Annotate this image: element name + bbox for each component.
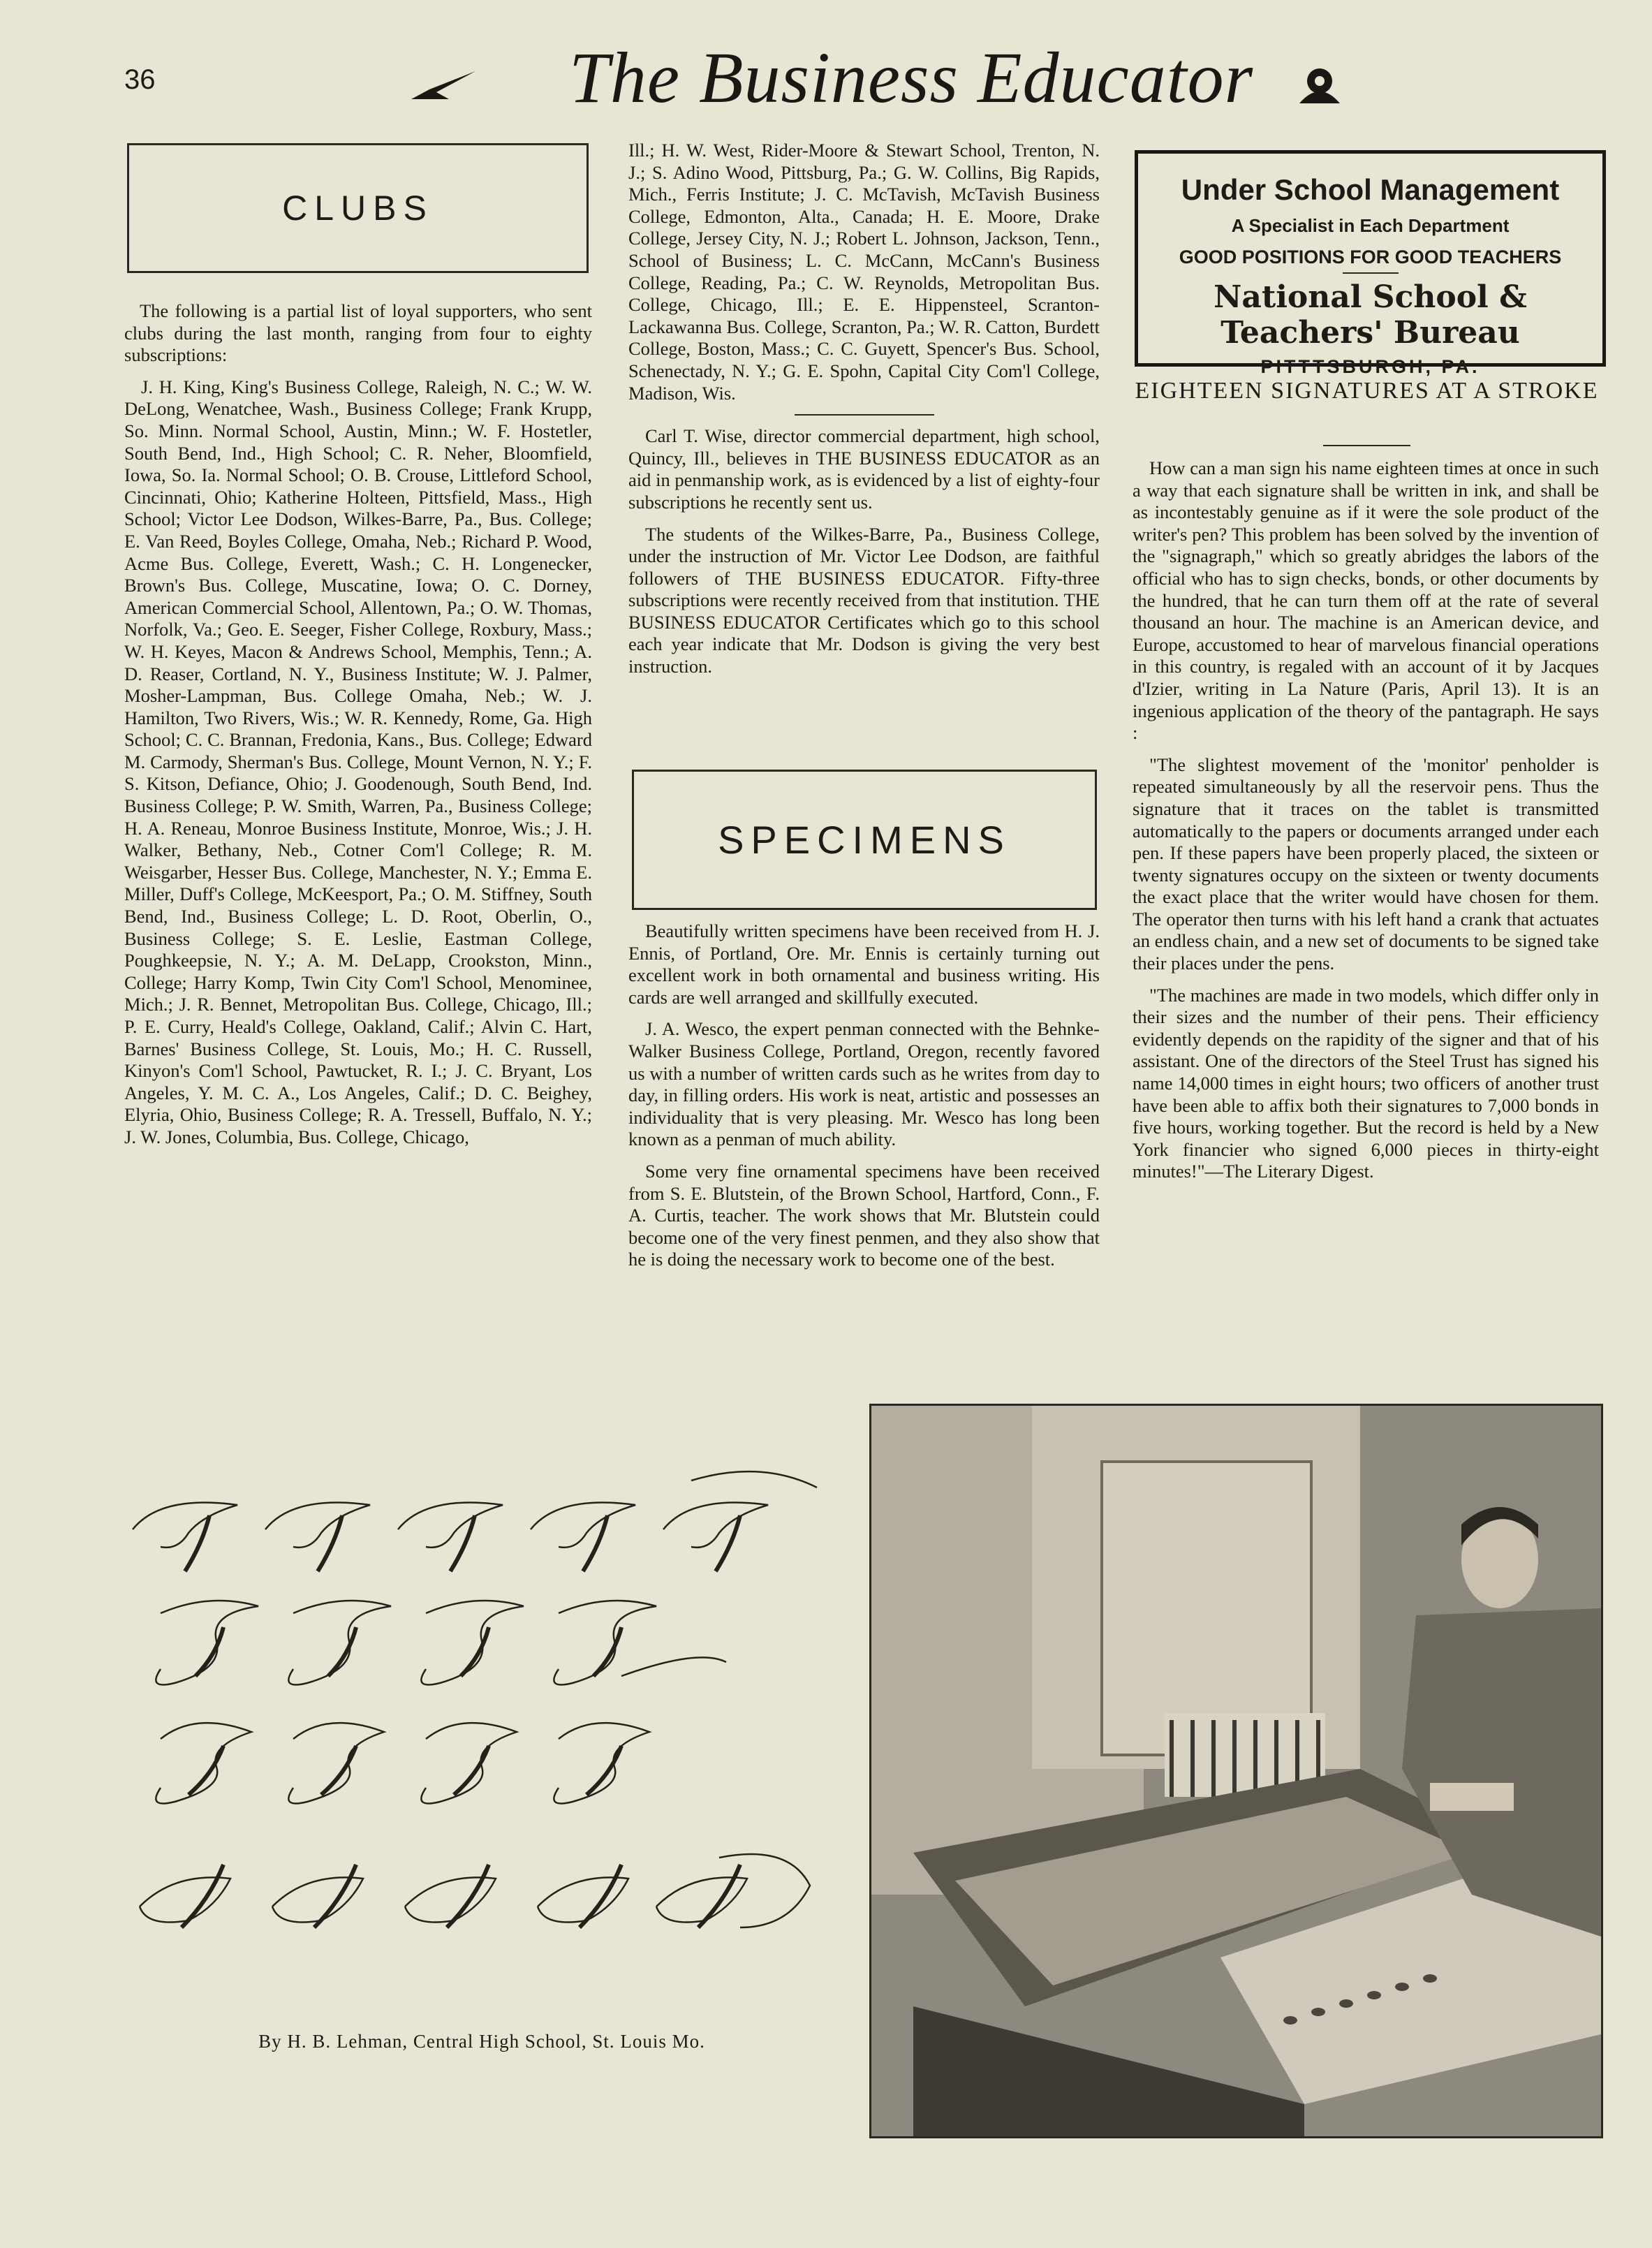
emblem-icon: [1295, 64, 1344, 108]
ornamental-capital-s: [421, 1723, 517, 1803]
signagraph-photo-illustration: [871, 1406, 1601, 2136]
specimens-heading: SPECIMENS: [718, 818, 1011, 862]
ornamental-capital-f: [265, 1503, 370, 1571]
ornamental-capital-d: [140, 1865, 230, 1927]
ornamental-capital-d: [405, 1865, 496, 1927]
ornamental-capital-j: [156, 1601, 258, 1685]
ad-divider: [1343, 272, 1399, 274]
ad-title: Under School Management: [1181, 173, 1560, 206]
ornamental-capital-d: [656, 1854, 810, 1927]
clubs-heading: CLUBS: [282, 189, 434, 228]
article-divider: [1323, 445, 1410, 446]
clubs-heading-box: [127, 143, 589, 273]
ennis-paragraph: Beautifully written specimens have been received from H. J. Ennis, of Portland, Ore. Mr. Ennis is certainly turning out excellent work in both ornamental and business writing. His cards are well arranged and skillfully executed.: [628, 920, 1100, 1008]
quill-ornament-icon: [408, 68, 478, 102]
middle-column-bottom: [628, 920, 1100, 1281]
article-paragraph: "The slightest movement of the 'monitor' penholder is repeated simultaneously by all the reservoir pens. Thus the signature that it traces on the tablet is transmitted automatically to the papers or documents arranged under each pen. If these papers have been properly placed, the sixteen or twenty signatures occupy on the sixteen or twenty documents the exact place that the writer would have chosen for them. The operator then turns with his left hand a crank that actuates an endless chain, and a new set of documents to be signed take their places under the pens.: [1133, 754, 1599, 974]
ornamental-capital-f: [133, 1503, 237, 1571]
article-column: [1133, 457, 1599, 1193]
specimen-caption: By H. B. Lehman, Central High School, St. Louis Mo.: [258, 2031, 705, 2052]
ad-subtitle: A Specialist in Each Department: [1231, 215, 1510, 236]
ornamental-capital-f: [398, 1503, 503, 1571]
advertisement-box: [1135, 150, 1606, 377]
ornamental-capital-f: [663, 1471, 817, 1571]
article-paragraph: How can a man sign his name eighteen times at once in such a way that each signature shall be written in ink, and shall be as incontestably genuine as if it were the sole product of the writer's pen? This problem has been solved by the invention of the "signagraph," which so greatly abridges the labors of the official who has to sign checks, bonds, or other documents by the hundred, that he can turn them off at the rate of several thousand an hour. The machine is an American device, and Europe, accustomed to hear of marvelous financial operations in this country, is regaled with an account of it by Jacques d'Izier, writing in La Nature (Paris, April 13). It is an ingenious application of the theory of the pantagraph. He says :: [1133, 457, 1599, 744]
ornamental-capital-j: [421, 1601, 524, 1685]
ornamental-capital-s: [288, 1723, 384, 1803]
divider: [795, 414, 934, 416]
wise-paragraph: Carl T. Wise, director commercial department, high school, Quincy, Ill., believes in THE BUSINESS EDUCATOR as an aid in penmanship work, as is evidenced by a list of eighty-four subscriptions he recently sent us.: [628, 425, 1100, 513]
wesco-paragraph: J. A. Wesco, the expert penman connected with the Behnke-Walker Business College, Portland, Oregon, recently favored us with a number of written cards such as he writes from day to day, in filling orders. His work is neat, artistic and possesses an individuality that is very pleasing. Mr. Wesco has long been known as a penman of much ability.: [628, 1018, 1100, 1150]
ornamental-capitals-plate: [119, 1467, 845, 1969]
ornamental-capital-s: [554, 1723, 649, 1803]
clubs-column: [124, 300, 592, 1159]
masthead-title: The Business Educator: [569, 38, 1254, 118]
clubs-list: J. H. King, King's Business College, Raleigh, N. C.; W. W. DeLong, Wenatchee, Wash., Business College; Frank Krupp, So. Minn. Normal School, Austin, Minn.; W. F. Hostetler, South Bend, Ind., High School; C. R. Neher, Bloomfield, Iowa, So. Ia. Normal School; O. B. Crouse, Littleford School, Cincinnati, Ohio; Katherine Holteen, Pittsfield, Mass., High School; Victor Lee Dodson, Wilkes-Barre, Pa., Bus. College; E. Van Reed, Boyles College, Omaha, Neb.; Richard P. Wood, Acme Bus. College, Everett, Wash.; C. H. Longenecker, Brown's Bus. College, Muscatine, Iowa; O. C. Dorney, American Commercial School, Allentown, Pa.; O. W. Thomas, Norfolk, Va.; Geo. E. Seeger, Fisher College, Roxbury, Mass.; W. H. Keyes, Macon & Andrews School, Memphis, Tenn.; A. D. Reaser, Cortland, N. Y., Business Institute; W. J. Palmer, Mosher-Lampman, Bus. College Omaha, Neb.; W. J. Hamilton, Two Rivers, Wis.; W. R. Kennedy, Rome, Ga. High School; C. C. Brannan, Fredonia, Kans., Bus. College; Edward M. Carmody, Sherman's Bus. College, Mount Vernon, N. Y.; F. S. Kitson, Defiance, Ohio; J. Goodenough, South Bend, Ind. Business College; P. W. Smith, Warren, Pa., Business College; H. A. Reneau, Monroe Business Institute, Monroe, Wis.; J. H. Walker, Bethany, Neb., Cotner Com'l College; R. M. Weisgarber, Hesser Bus. College, Manchester, N. Y.; Emma E. Miller, Duff's College, McKeesport, Pa.; O. M. Stiffney, South Bend, Ind., Business College; L. D. Root, Oberlin, O., Business College; S. E. Leslie, Eastman College, Poughkeepsie, N. Y.; A. M. DeLapp, Crookston, Minn., College; Harry Komp, Twin City Com'l School, Menominee, Mich.; J. R. Bennet, Metropolitan Bus. College, Chicago, Ill.; P. E. Curry, Heald's College, Oakland, Calif.; Alvin C. Hart, Barnes' Business College, St. Louis, Mo.; H. C. Russell, Kinyon's Com'l School, Pawtucket, R. I.; J. C. Bryant, Los Angeles, Y. M. C. A., Los Angeles, Calif.; D. C. Beighey, Elyria, Ohio, Business College; R. A. Tressell, Buffalo, N. Y.; J. W. Jones, Columbia, Bus. College, Chicago,: [124, 376, 592, 1147]
page-number: 36: [124, 64, 156, 95]
middle-column-top: [628, 140, 1100, 688]
blutstein-paragraph: Some very fine ornamental specimens have been received from S. E. Blutstein, of the Brown School, Hartford, Conn., F. A. Curtis, teacher. The work shows that Mr. Blutstein could become one of the very finest penmen, and they also show that he is doing the necessary work to become one of the best.: [628, 1160, 1100, 1270]
signagraph-photo: [869, 1404, 1603, 2138]
ornamental-capital-d: [272, 1865, 363, 1927]
ornamental-capital-s: [156, 1723, 251, 1803]
ad-city: PITTTSBURGH, PA.: [1260, 356, 1480, 377]
ornamental-capital-f: [531, 1503, 635, 1571]
specimens-heading-box: [632, 770, 1097, 910]
ad-tagline: GOOD POSITIONS FOR GOOD TEACHERS: [1179, 247, 1562, 267]
clubs-intro: The following is a partial list of loyal supporters, who sent clubs during the last month, ranging from four to eighty subscriptions:: [124, 300, 592, 366]
article-heading: EIGHTEEN SIGNATURES AT A STROKE: [1135, 378, 1599, 404]
ad-bureau-name: National School & Teachers' Bureau: [1214, 279, 1527, 351]
clubs-list-continued: Ill.; H. W. West, Rider-Moore & Stewart School, Trenton, N. J.; S. Adino Wood, Pittsburg, Pa.; G. W. Collins, Big Rapids, Mich., Ferris Institute; J. C. McTavish, McTavish Business College, Edmonton, Alta., Canada; H. E. Moore, Drake College, Jersey City, N. J.; Robert L. Johnson, Jackson, Tenn., School of Business; L. C. McCann, McCann's Business College, Reading, Pa.; C. W. Reynolds, Metropolitan Bus. College, Chicago, Ill.; E. E. Hippensteel, Scranton-Lackawanna Bus. College, Scranton, Pa.; W. R. Catton, Burdett College, Boston, Mass.; C. C. Guyett, Spencer's Bus. School, Schenectady, N. Y.; G. E. Spohn, Capital City Com'l College, Madison, Wis.: [628, 140, 1100, 404]
wilkes-barre-paragraph: The students of the Wilkes-Barre, Pa., Business College, under the instruction of Mr. Victor Lee Dodson, are faithful followers of THE BUSINESS EDUCATOR. Fifty-three subscriptions were recently received from that institution. THE BUSINESS EDUCATOR Certificates which go to this school each year indicate that Mr. Dodson is giving the very best instruction.: [628, 523, 1100, 677]
ornamental-capital-j: [288, 1601, 391, 1685]
ornamental-capital-j: [554, 1601, 726, 1685]
article-paragraph: "The machines are made in two models, which differ only in their sizes and the number of their pens. Their efficiency evidently depends on the rapidity of the signer and that of his assistant. One of the directors of the Steel Trust has signed his name 14,000 times in eight hours; two officers of another trust have been able to affix both their signatures to 7,000 bonds in five hours, working together. But the record is held by a New York financier who signed 6,000 pieces in thirty-eight minutes!"—The Literary Digest.: [1133, 984, 1599, 1182]
ornamental-capital-d: [538, 1865, 628, 1927]
